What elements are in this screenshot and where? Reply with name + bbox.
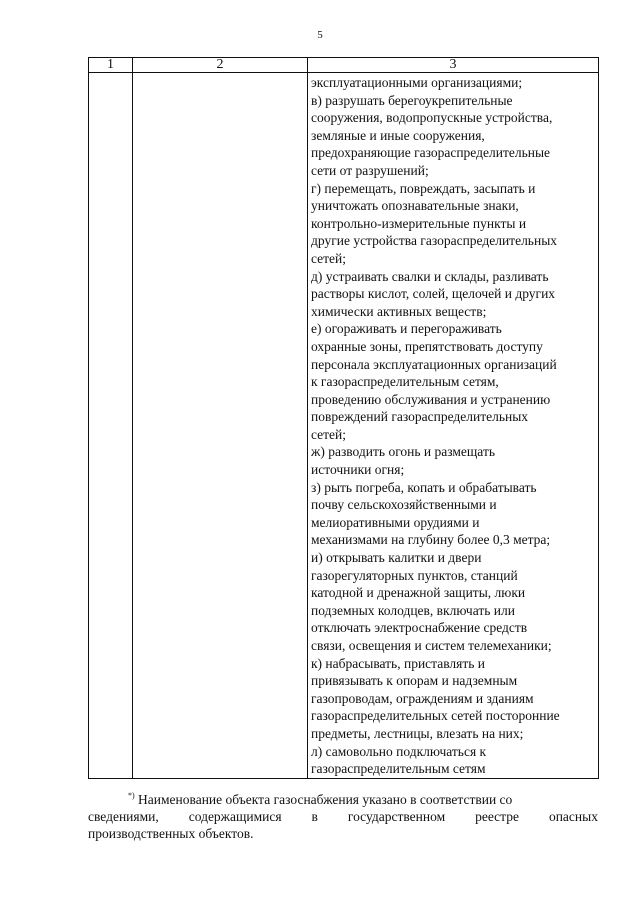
- footnote-marker: *): [128, 791, 135, 800]
- text-line: привязывать к опорам и надземным: [311, 673, 518, 689]
- text-line: и) открывать калитки и двери: [311, 550, 482, 566]
- text-line: газораспределительным сетям: [311, 761, 486, 777]
- footnote-line-3: производственных объектов.: [88, 826, 254, 841]
- column-header-2: 2: [133, 58, 308, 73]
- text-line: в) разрушать берегоукрепительные: [311, 92, 513, 108]
- text-line: газопроводам, ограждениям и зданиям: [311, 690, 534, 706]
- footnote-line-1: [88, 787, 598, 808]
- text-line: охранные зоны, препятствовать доступу: [311, 338, 543, 354]
- text-line: ж) разводить огонь и размещать: [311, 444, 496, 460]
- text-line: почву сельскохозяйственными и: [311, 497, 497, 513]
- text-line: растворы кислот, солей, щелочей и других: [311, 286, 556, 302]
- text-line: механизмами на глубину более 0,3 метра;: [311, 532, 551, 548]
- text-line: химически активных веществ;: [311, 303, 487, 319]
- text-line: эксплуатационными организациями;: [311, 75, 523, 90]
- text-line: катодной и дренажной защиты, люки: [311, 585, 526, 601]
- table-header-row: [89, 58, 599, 73]
- text-line: подземных колодцев, включать или: [311, 602, 515, 618]
- page-number: 5: [317, 29, 323, 41]
- table-row: [89, 73, 599, 779]
- text-line: персонала эксплуатационных организаций: [311, 356, 557, 372]
- text-line: повреждений газораспределительных: [311, 409, 529, 425]
- text-line: проведению обслуживания и устранению: [311, 391, 551, 407]
- text-line: источники огня;: [311, 462, 405, 478]
- footnote-text-1: Наименование объекта газоснабжения указано в соответствии со: [138, 792, 513, 807]
- text-line: з) рыть погреба, копать и обрабатывать: [311, 479, 537, 495]
- text-line: связи, освещения и систем телемеханики;: [311, 638, 552, 653]
- table-cell-col3: [308, 73, 599, 779]
- text-line: земляные и иные сооружения,: [311, 127, 485, 143]
- column-header-3: 3: [308, 58, 599, 73]
- text-line: сетей;: [311, 250, 347, 266]
- text-line: д) устраивать свалки и склады, разливать: [311, 268, 549, 284]
- footnote-line-2: [88, 808, 598, 825]
- text-line: сетей;: [311, 426, 347, 442]
- text-line: г) перемещать, повреждать, засыпать и: [311, 180, 536, 196]
- text-line: сети от разрушений;: [311, 162, 429, 178]
- text-line: газорегуляторных пунктов, станций: [311, 567, 518, 583]
- table-cell-col1: [89, 73, 133, 779]
- footnote: [88, 787, 598, 842]
- text-line: л) самовольно подключаться к: [311, 743, 487, 759]
- footnote-word: государственном: [347, 809, 446, 824]
- text-line: контрольно-измерительные пункты и: [311, 215, 527, 231]
- requirements-table: [88, 57, 599, 779]
- text-line: уничтожать опознавательные знаки,: [311, 198, 519, 214]
- text-line: предохраняющие газораспределительные: [311, 145, 551, 161]
- footnote-word: сведениями,: [88, 809, 159, 824]
- col3-text: [311, 74, 598, 778]
- text-line: мелиоративными орудиями и: [311, 514, 480, 530]
- footnote-word: опасных: [548, 809, 598, 824]
- text-line: отключать электроснабжение средств: [311, 620, 528, 636]
- footnote-word: содержащимися: [188, 809, 282, 824]
- text-line: предметы, лестницы, влезать на них;: [311, 725, 524, 741]
- text-line: к) набрасывать, приставлять и: [311, 655, 486, 671]
- text-line: е) огораживать и перегораживать: [311, 321, 502, 337]
- text-line: сооружения, водопропускные устройства,: [311, 110, 553, 126]
- footnote-word: реестре: [475, 809, 519, 824]
- column-header-1: 1: [89, 58, 133, 73]
- text-line: газораспределительных сетей посторонние: [311, 708, 560, 724]
- text-line: к газораспределительным сетям,: [311, 374, 499, 390]
- footnote-word: в: [311, 809, 318, 824]
- table-cell-col2: [133, 73, 308, 779]
- text-line: другие устройства газораспределительных: [311, 233, 558, 249]
